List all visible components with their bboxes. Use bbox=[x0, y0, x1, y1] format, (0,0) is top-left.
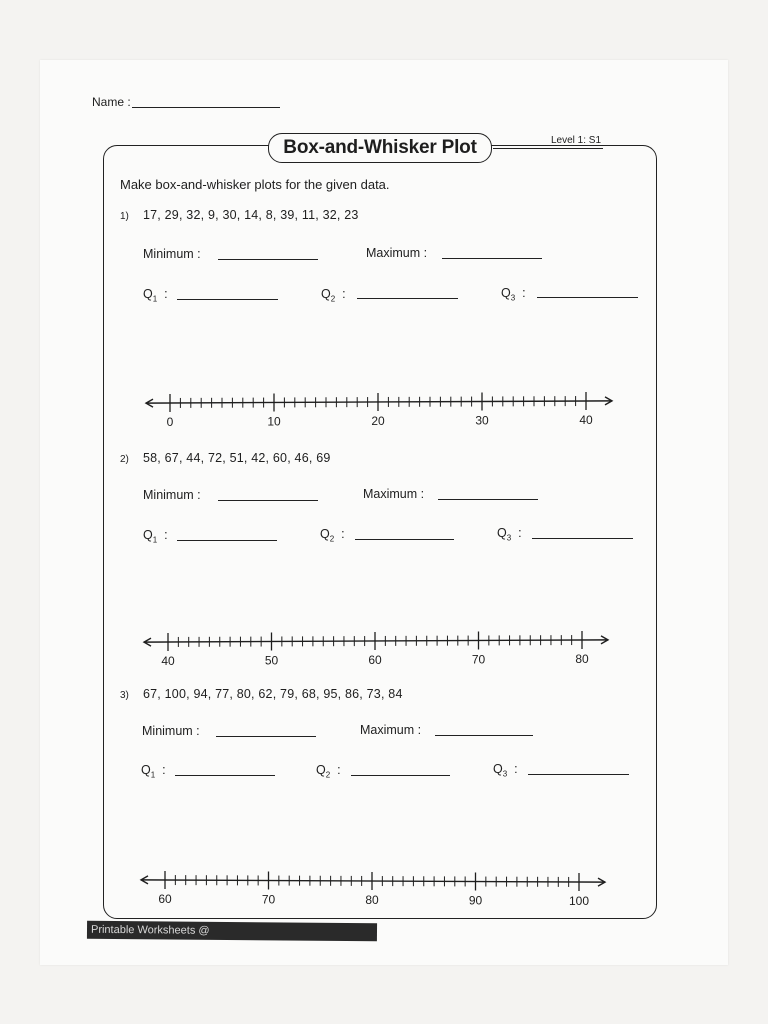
q3-label: $Q_3$ : bbox=[497, 526, 522, 543]
name-label: Name : bbox=[92, 95, 131, 109]
q3-label: $Q_3$ : bbox=[493, 762, 518, 779]
number-line bbox=[40, 60, 728, 965]
tick-label: 20 bbox=[371, 414, 385, 428]
tick-label: 80 bbox=[365, 893, 379, 907]
q2-label: $Q_2$ : bbox=[320, 527, 345, 544]
level-label: Level 1: S1 bbox=[551, 135, 602, 146]
tick-label: 100 bbox=[568, 894, 590, 908]
tick-label: 60 bbox=[368, 653, 382, 667]
q1-label: $Q_1$ : bbox=[143, 528, 168, 545]
problem-data: 17, 29, 32, 9, 30, 14, 8, 39, 11, 32, 23 bbox=[143, 208, 359, 222]
problem-number: 1) bbox=[120, 211, 129, 222]
tick-label: 80 bbox=[575, 652, 589, 666]
tick-label: 70 bbox=[261, 892, 276, 907]
tick-label: 0 bbox=[166, 415, 174, 429]
tick-label: 10 bbox=[267, 414, 281, 429]
footer-text: Printable Worksheets @ bbox=[90, 923, 210, 937]
q2-label: $Q_2$ : bbox=[321, 287, 346, 304]
maximum-label: Maximum : bbox=[360, 723, 422, 737]
instructions: Make box-and-whisker plots for the given data. bbox=[120, 177, 390, 192]
maximum-label: Maximum : bbox=[363, 487, 425, 501]
q2-label: $Q_2$ : bbox=[316, 763, 341, 780]
minimum-label: Minimum : bbox=[142, 724, 200, 738]
maximum-label: Maximum : bbox=[366, 246, 428, 260]
tick-label: 40 bbox=[579, 413, 593, 427]
tick-label: 90 bbox=[468, 893, 483, 908]
tick-label: 60 bbox=[158, 892, 172, 906]
problem-number: 2) bbox=[120, 454, 129, 465]
footer-watermark bbox=[87, 921, 377, 942]
minimum-label: Minimum : bbox=[143, 488, 201, 502]
q1-label: $Q_1$ : bbox=[141, 763, 166, 780]
q1-label: $Q_1$ : bbox=[143, 287, 168, 304]
tick-label: 30 bbox=[475, 413, 489, 428]
problem-data: 58, 67, 44, 72, 51, 42, 60, 46, 69 bbox=[143, 451, 331, 465]
tick-label: 50 bbox=[264, 653, 279, 668]
minimum-label: Minimum : bbox=[143, 247, 201, 261]
tick-label: 40 bbox=[161, 654, 175, 668]
problem-data: 67, 100, 94, 77, 80, 62, 79, 68, 95, 86, 73, 84 bbox=[143, 687, 403, 701]
tick-label: 70 bbox=[471, 652, 486, 667]
q3-label: $Q_3$ : bbox=[501, 286, 526, 303]
worksheet-page bbox=[40, 60, 728, 965]
worksheet-title: Box-and-Whisker Plot bbox=[268, 133, 492, 163]
problem-number: 3) bbox=[120, 690, 129, 701]
axis-line bbox=[141, 880, 605, 882]
